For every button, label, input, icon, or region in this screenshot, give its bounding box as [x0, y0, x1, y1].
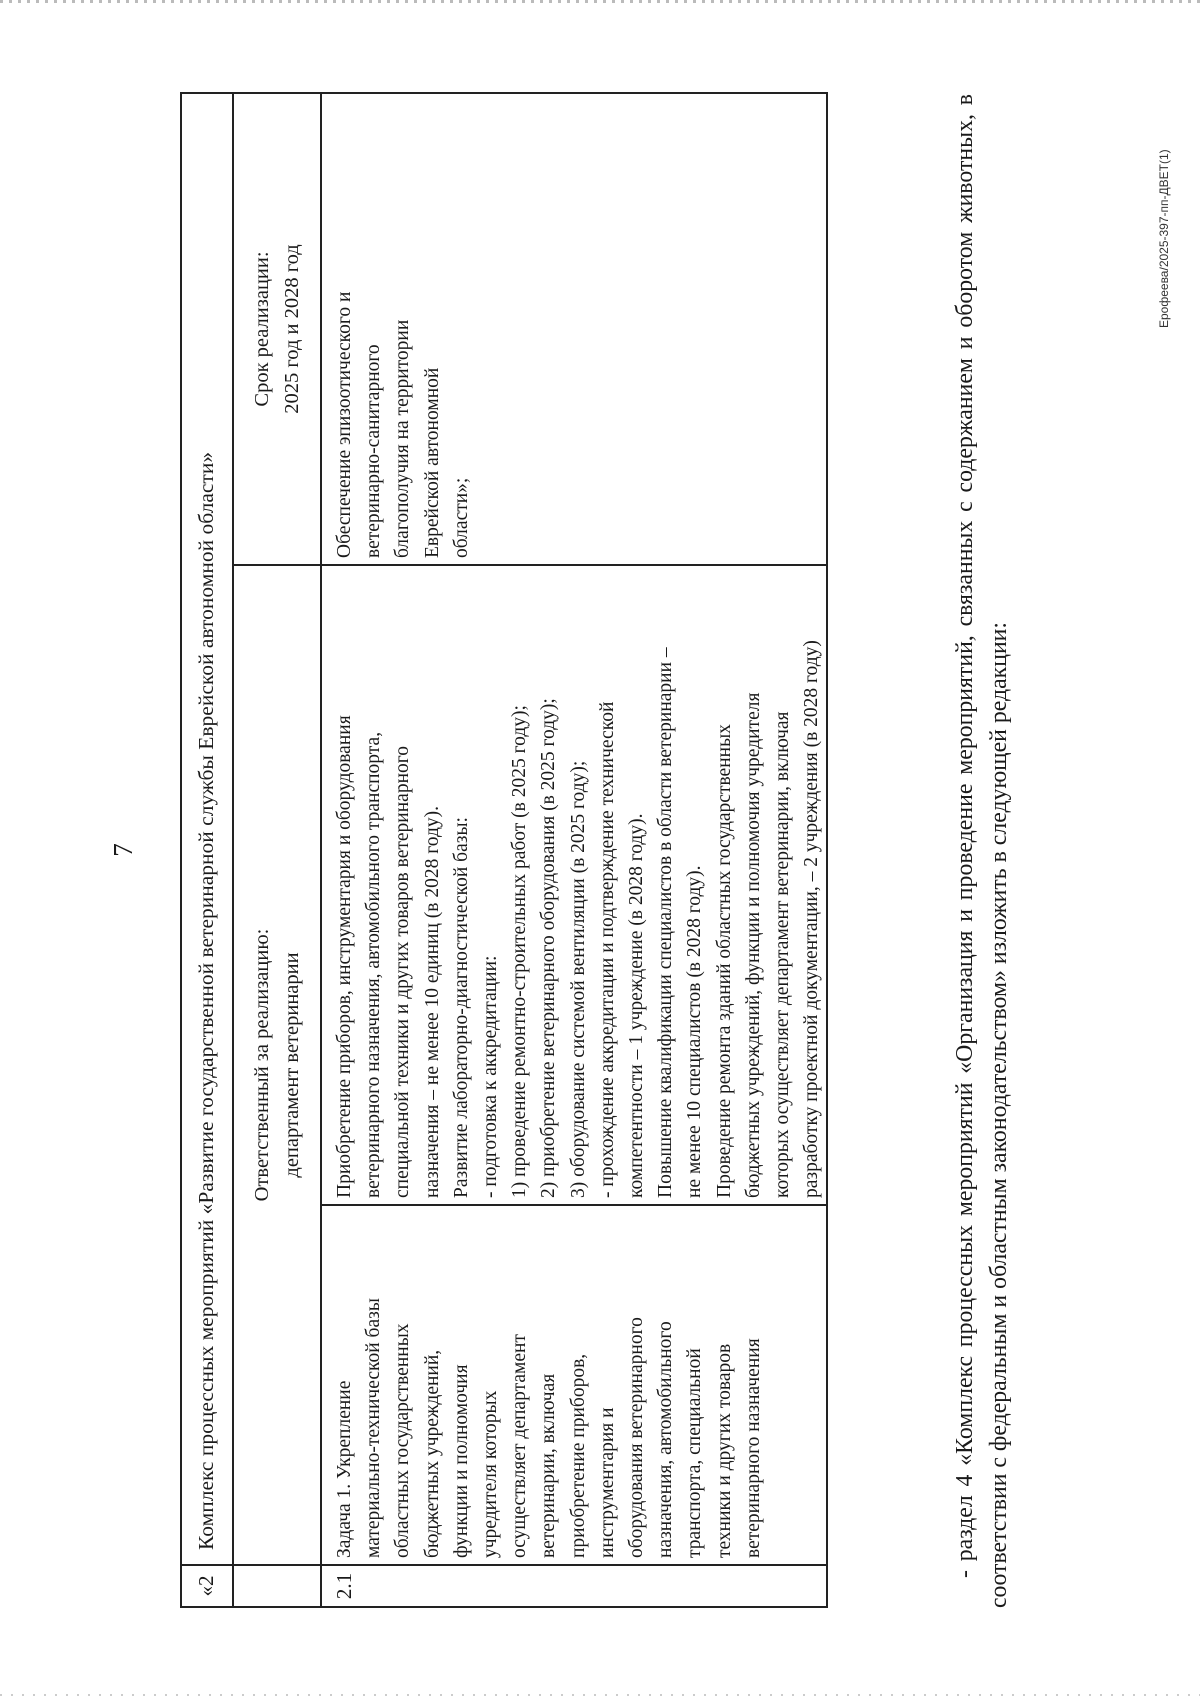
page-number: 7 — [108, 843, 138, 857]
task-line: приобретение приборов, — [567, 1353, 589, 1558]
activity-line: Приобретение приборов, инструментария и оборудования — [334, 715, 355, 1198]
activity-line: - подготовка к аккредитации: — [480, 955, 502, 1198]
result-line: области»; — [450, 477, 472, 558]
activity-line: Развитие лабораторно-диагностической базы: — [450, 817, 472, 1198]
task-line: транспорта, специальной — [684, 1348, 706, 1558]
task-line: техники и других товаров — [713, 1343, 735, 1558]
activities-cell — [321, 565, 827, 1205]
activity-line: 2) приобретение ветеринарного оборудования (в 2025 году); — [538, 698, 560, 1198]
term-cell — [233, 93, 321, 565]
task-line: Задача 1. Укрепление — [334, 1380, 355, 1558]
task-cell — [321, 1205, 827, 1565]
activity-line: ветеринарного назначения, автомобильного транспорта, — [363, 731, 385, 1198]
task-line: осуществляет департамент — [509, 1334, 531, 1558]
activity-line: компетентности – 1 учреждение (в 2028 году). — [626, 813, 648, 1198]
result-line: ветеринарно-санитарного — [363, 344, 385, 558]
activity-line: специальной техники и других товаров ветеринарного — [392, 745, 414, 1198]
task-line: ветеринарии, включая — [538, 1373, 560, 1558]
activity-line: назначения – не менее 10 единиц (в 2028 году). — [421, 806, 443, 1198]
program-table — [180, 92, 828, 1608]
task-number-cell: 2.1 — [321, 1565, 827, 1607]
responsible-label: Ответственный за реализацию: — [251, 928, 273, 1202]
paragraph-text: - раздел 4 «Комплекс процессных мероприятий «Организация и проведение мероприятий, связанных с содержанием и оборотом животных, в соответствии с федеральным и областным законодательством» изложить в следующей редакции: — [952, 94, 1012, 1608]
result-cell — [321, 93, 827, 565]
table-row-task — [321, 93, 827, 1607]
responsible-value: департамент ветеринарии — [281, 952, 303, 1178]
amendment-paragraph — [948, 94, 1016, 1608]
task-line: учредителя которых — [480, 1390, 502, 1558]
activity-line: 3) оборудование системой вентиляции (в 2025 году); — [567, 760, 589, 1198]
table-row-responsible — [233, 93, 321, 1607]
table-row-title — [181, 93, 233, 1607]
activity-line: Повышение квалификации специалистов в области ветеринарии – — [655, 647, 677, 1198]
complex-title-cell: Комплекс процессных мероприятий «Развитие государственной ветеринарной службы Еврейской автономной области» — [181, 93, 233, 1565]
activity-line: - прохождение аккредитации и подтверждение технической — [596, 701, 618, 1198]
term-label: Срок реализации: — [251, 251, 273, 407]
task-line: назначения, автомобильного — [655, 1321, 677, 1558]
task-line: областных государственных — [392, 1323, 414, 1558]
empty-num-cell — [233, 1565, 321, 1607]
activity-line: 1) проведение ремонтно-строительных работ (в 2025 году); — [509, 705, 531, 1198]
task-line: инструментария и — [596, 1407, 618, 1558]
activity-line: не менее 10 специалистов (в 2028 году). — [684, 865, 706, 1198]
task-line: функции и полномочия — [450, 1364, 472, 1558]
document-code: Ерофеева/2025-397-пп-ДВЕТ(1) — [1157, 149, 1171, 328]
result-line: Обеспечение эпизоотического и — [334, 291, 355, 558]
task-line: материально-технической базы — [363, 1298, 385, 1558]
activity-line: которых осуществляет департамент ветеринарии, включая — [772, 711, 794, 1198]
result-line: благополучия на территории — [392, 319, 414, 558]
task-line: бюджетных учреждений, — [421, 1349, 443, 1558]
task-line: ветеринарного назначения — [742, 1338, 764, 1558]
row-number-cell: «2 — [181, 1565, 233, 1607]
responsible-cell — [233, 565, 321, 1565]
activity-line: разработку проектной документации, – 2 учреждения (в 2028 году) — [801, 640, 823, 1198]
task-line: оборудования ветеринарного — [626, 1317, 648, 1558]
term-value: 2025 год и 2028 год — [281, 244, 303, 414]
result-line: Еврейской автономной — [421, 367, 443, 558]
activity-line: Проведение ремонта зданий областных государственных — [713, 724, 735, 1198]
activity-line: бюджетных учреждений, функции и полномочия учредителя — [742, 692, 764, 1198]
